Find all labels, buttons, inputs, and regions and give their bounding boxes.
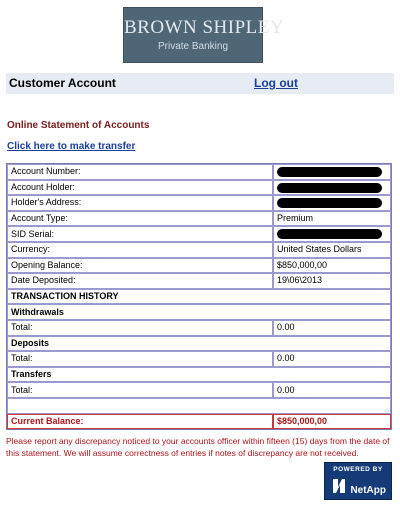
spacer-row — [7, 398, 391, 414]
opening-balance-row — [7, 258, 391, 274]
deposits-total-row — [7, 351, 391, 367]
account-holder-label: Account Holder: — [7, 180, 273, 196]
currency-label: Currency: — [7, 242, 273, 258]
netapp-logo-icon — [331, 477, 347, 495]
logo-main-text: BROWN SHIPLEY — [124, 17, 285, 38]
transfers-title: Transfers — [7, 367, 391, 383]
customer-nav-bar — [6, 73, 394, 94]
deposits-total-value: 0.00 — [273, 351, 391, 367]
transfers-total-label: Total: — [7, 382, 273, 398]
date-deposited-row — [7, 273, 391, 289]
account-holder-value — [273, 180, 391, 196]
deposits-total-label: Total: — [7, 351, 273, 367]
account-type-row — [7, 211, 391, 227]
sid-serial-row — [7, 226, 391, 242]
opening-balance-label: Opening Balance: — [7, 258, 273, 274]
account-number-row — [7, 164, 391, 180]
currency-row — [7, 242, 391, 258]
transfers-total-value: 0.00 — [273, 382, 391, 398]
withdrawals-total-value: 0.00 — [273, 320, 391, 336]
badge-netapp-text: NetApp — [350, 485, 386, 496]
holder-address-label: Holder's Address: — [7, 195, 273, 211]
holder-address-value — [273, 195, 391, 211]
deposits-header-row — [7, 336, 391, 352]
transfers-total-row — [7, 382, 391, 398]
spacer-cell — [7, 398, 391, 414]
transaction-history-header-row — [7, 289, 391, 305]
date-deposited-label: Date Deposited: — [7, 273, 273, 289]
withdrawals-header-row — [7, 304, 391, 320]
redacted-mark — [277, 198, 382, 208]
account-number-label: Account Number: — [7, 164, 273, 180]
date-deposited-value: 19\06\2013 — [273, 273, 391, 289]
redacted-mark — [277, 183, 382, 193]
current-balance-value: $850,000,00 — [273, 414, 391, 430]
account-number-value — [273, 164, 391, 180]
deposits-title: Deposits — [7, 336, 391, 352]
brown-shipley-logo — [123, 7, 285, 63]
discrepancy-notice: Please report any discrepancy noticed to your accounts officer within fifteen (15) days from the date of this statement. We will assume correctness of entries if notes of discrepancy are not received. — [6, 436, 390, 458]
withdrawals-total-row — [7, 320, 391, 336]
sid-serial-value — [273, 226, 391, 242]
statement-title: Online Statement of Accounts — [7, 120, 150, 131]
current-balance-label: Current Balance: — [7, 414, 273, 430]
redacted-mark — [277, 229, 382, 239]
logo-sub-text: Private Banking — [157, 41, 229, 52]
withdrawals-title: Withdrawals — [7, 304, 391, 320]
customer-account-title: Customer Account — [9, 76, 116, 90]
transfers-header-row — [7, 367, 391, 383]
logout-link[interactable]: Log out — [254, 76, 298, 90]
make-transfer-link[interactable]: Click here to make transfer — [7, 141, 136, 152]
account-holder-row — [7, 180, 391, 196]
powered-by-netapp-badge — [324, 462, 392, 500]
withdrawals-total-label: Total: — [7, 320, 273, 336]
account-type-label: Account Type: — [7, 211, 273, 227]
sid-serial-label: SID Serial: — [7, 226, 273, 242]
account-statement-table — [6, 163, 392, 430]
badge-powered-by: POWERED BY — [333, 466, 383, 473]
opening-balance-value: $850,000,00 — [273, 258, 391, 274]
current-balance-row — [7, 414, 391, 430]
holder-address-row — [7, 195, 391, 211]
account-type-value: Premium — [273, 211, 391, 227]
transaction-history-title: TRANSACTION HISTORY — [7, 289, 391, 305]
currency-value: United States Dollars — [273, 242, 391, 258]
redacted-mark — [277, 167, 382, 177]
